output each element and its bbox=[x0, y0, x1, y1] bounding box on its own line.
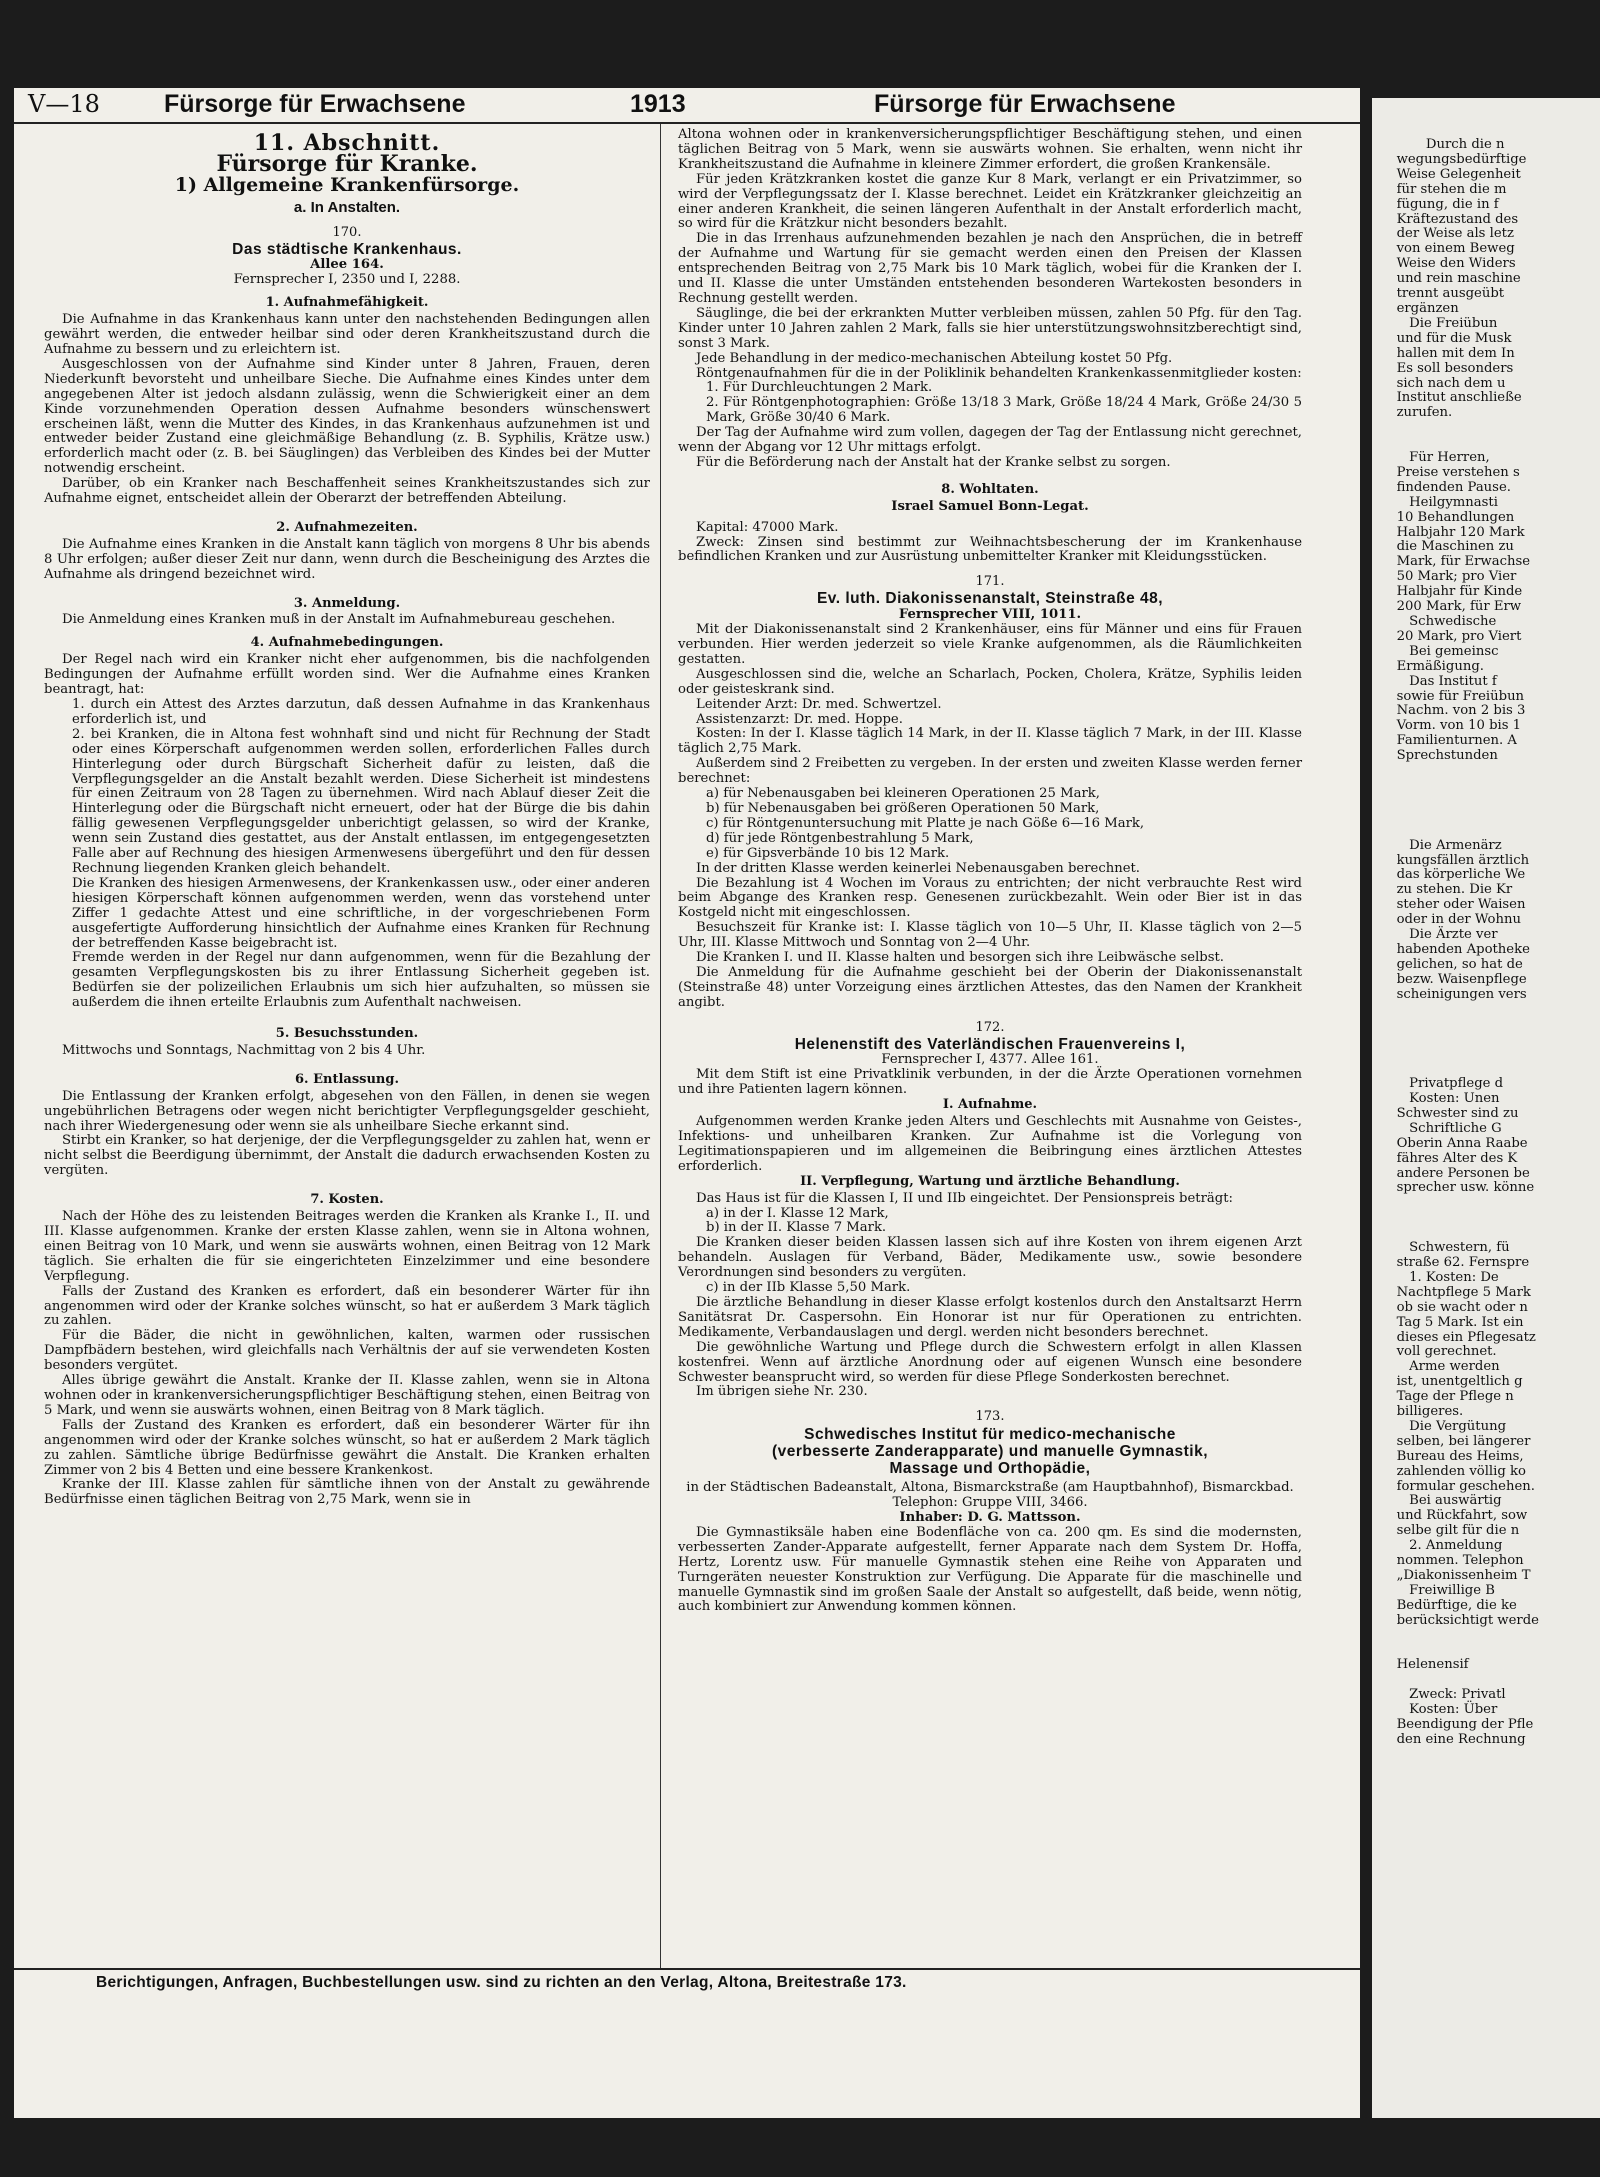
paragraph: Falls der Zustand des Kranken es erfordert, daß ein besonderer Wärter für ihn angenommen wird oder der Kranke solches wünscht, so hat er außerdem 2 Mark täglich zu zahlen. Sämtliche übrige Bedürfnisse gewährt die Anstalt. Die Kranken erhalten Zimmer von 2 bis 4 Betten und eine bessere Krankenkost. bbox=[44, 1417, 650, 1478]
entry-number: 171. bbox=[975, 574, 1005, 590]
institution-name: Das städtische Krankenhaus. bbox=[232, 240, 462, 258]
section-heading: 11. Abschnitt. bbox=[253, 130, 441, 156]
list-item: a) in der I. Klasse 12 Mark, bbox=[706, 1205, 889, 1221]
paragraph: Nach der Höhe des zu leistenden Beitrages werden die Kranken als Kranke I., II. und III. Klasse aufgenommen. Kranke der ersten Klasse zahlen, wenn sie in Altona wohnen, einen Beitrag von 10 Mark, und wenn sie auswärts wohnen, einen Beitrag von 12 Mark täglich. Sie erhalten die für sie eingerichteten Einzelzimmer und eine besondere Verpflegung. bbox=[44, 1209, 650, 1284]
paragraph: Die ärztliche Behandlung in dieser Klasse erfolgt kostenlos durch den Anstaltsarzt Herrn Sanitätsrat Dr. Caspersohn. Ein Honorar ist nur für Operationen zu entrichten. Medikamente, Verbandauslagen und dergl. werden nicht besonders berechnet. bbox=[678, 1294, 1302, 1340]
paragraph: Die Gymnastiksäle haben eine Bodenfläche von ca. 200 qm. Es sind die modernsten, verbesserten Zander-Apparate aufgestellt, ferner Apparate nach dem System Dr. Hoffa, Hertz, Lorentz usw. Für manuelle Gymnastik stehen eine Reihe von Apparaten und Turngeräten neuester Konstruktion zur Verfügung. Die Apparate für die maschinelle und manuelle Gymnastik sind im großen Saale der Anstalt so aufgestellt, daß beide, wenn nötig, auch kombiniert zur Anwendung kommen können. bbox=[678, 1524, 1302, 1615]
subsection-title: 1) Allgemeine Krankenfürsorge. bbox=[174, 173, 520, 196]
paragraph: Die Aufnahme in das Krankenhaus kann unter den nachstehenden Bedingungen allen gewährt werden, die entweder heilbar sind oder deren Krankheitszustand durch die Aufnahme zu bessern und zu erleichtern ist. bbox=[44, 312, 650, 357]
institution-name-line2: (verbesserte Zanderapparate) und manuelle Gymnastik, bbox=[771, 1443, 1209, 1461]
institution-owner: Inhaber: D. G. Mattsson. bbox=[899, 1510, 1081, 1526]
institution-phone: Fernsprecher VIII, 1011. bbox=[898, 607, 1082, 623]
paragraph: Aufgenommen werden Kranke jeden Alters und Geschlechts mit Ausnahme von Geistes-, Infektions- und unheilbaren Kranken. Zur Aufnahme ist die Vorlegung von Legitimationspapieren und im allgemeinen die Beibringung eines ärztlichen Attestes erforderlich. bbox=[678, 1114, 1302, 1174]
subheading: 8. Wohltaten. bbox=[941, 481, 1039, 497]
paragraph: Kapital: 47000 Mark. bbox=[696, 519, 839, 535]
subheading: I. Aufnahme. bbox=[942, 1097, 1038, 1113]
paragraph: Im übrigen siehe Nr. 230. bbox=[696, 1384, 868, 1400]
list-item: 1. durch ein Attest des Arztes darzutun, daß dessen Aufnahme in das Krankenhaus erforderlich ist, und bbox=[72, 697, 650, 727]
paragraph: Die Anmeldung für die Aufnahme geschieht bei der Oberin der Diakonissenanstalt (Steinstraße 48) unter Vorzeigung eines ärztlichen Attestes, das den Namen der Krankheit angibt. bbox=[678, 964, 1302, 1010]
header-title-right: Fürsorge für Erwachsene bbox=[874, 90, 1176, 118]
adjacent-page bbox=[1372, 98, 1600, 2118]
entry-number: 170. bbox=[332, 224, 362, 240]
paragraph: Assistenzarzt: Dr. med. Hoppe. bbox=[696, 711, 903, 727]
paragraph: In der dritten Klasse werden keinerlei Nebenausgaben berechnet. bbox=[696, 860, 1140, 876]
paragraph: Die Bezahlung ist 4 Wochen im Voraus zu entrichten; der nicht verbrauchte Rest wird beim Abgange des Kranken resp. Genesenen zurückbezahlt. Wein oder Bier ist in das Kostgeld nicht mit eingeschlossen. bbox=[678, 875, 1302, 921]
paragraph: Die in das Irrenhaus aufzunehmenden bezahlen je nach den Ansprüchen, die in betreff der Aufnahme und Wartung für sie gemacht werden einen den Preisen der Klassen entsprechenden Beitrag von 2,75 Mark bis 10 Mark täglich, wobei für die Kranken der I. und II. Klasse die unter Umständen entstehenden besonderen Wartekosten besonders in Rechnung gestellt werden. bbox=[678, 231, 1302, 306]
paragraph: Zweck: Zinsen sind bestimmt zur Weihnachtsbescherung der im Krankenhause befindlichen Kranken und zur Ausrüstung unbemittelter Kranker mit Kleidungsstücken. bbox=[678, 534, 1302, 565]
subheading: 2. Aufnahmezeiten. bbox=[276, 519, 418, 535]
header-year: 1913 bbox=[630, 90, 686, 118]
paragraph: Für jeden Krätzkranken kostet die ganze Kur 8 Mark, verlangt er ein Privatzimmer, so wird der Verpflegungssatz der I. Klasse berechnet. Leidet ein Krätzkranker gleichzeitig an einer anderen Krankheit, die seinen längeren Aufenthalt in der Anstalt erforderlich macht, so wird für die Krätzkur nicht besonders bezahlt. bbox=[678, 171, 1302, 232]
subheading: 6. Entlassung. bbox=[295, 1071, 399, 1087]
list-item: d) für jede Röntgenbestrahlung 5 Mark, bbox=[706, 830, 974, 846]
institution-phone: Fernsprecher I, 4377. Allee 161. bbox=[881, 1052, 1099, 1068]
document-page bbox=[14, 88, 1360, 2118]
header-rule bbox=[14, 122, 1360, 124]
paragraph: Ausgeschlossen von der Aufnahme sind Kinder unter 8 Jahren, Frauen, deren Niederkunft bevorsteht und unheilbare Sieche. Die Aufnahme eines Kindes unter dem angegebenen Alter ist jedoch alsdann zulässig, wenn die Schwierigkeit einer an dem Kinde vorzunehmenden Operation dessen Aufnahme besonders wünschenswert erscheinen läßt, wenn die Mutter des Kindes, in das Krankenhaus aufzunehmen ist und entweder beider Zustand eine gleichmäßige Behandlung (z. B. Syphilis, Krätze usw.) erforderlich macht oder (z. B. bei Säuglingen) das Verbleiben des Kindes bei der Mutter notwendig erscheint. bbox=[44, 356, 650, 477]
institution-name: Schwedisches Institut für medico-mechanische bbox=[804, 1426, 1176, 1444]
paragraph: Darüber, ob ein Kranker nach Beschaffenheit seines Krankheitszustandes sich zur Aufnahme eignet, entscheidet allein der Oberarzt der betreffenden Abteilung. bbox=[44, 476, 650, 507]
paragraph: Die Kranken des hiesigen Armenwesens, der Krankenkassen usw., oder einer anderen hiesigen Körperschaft können aufgenommen werden, wenn das vorstehend unter Ziffer 1 gedachte Attest und eine schriftliche, in der vorgeschriebenen Form ausgefertigte Aufforderung hinsichtlich der Aufnahme eines Kranken für Rechnung der betreffenden Kasse beigebracht ist. bbox=[72, 875, 650, 951]
list-item: 1. Für Durchleuchtungen 2 Mark. bbox=[706, 380, 933, 396]
footer-rule bbox=[14, 1968, 1360, 1970]
institution-address: Allee 164. bbox=[310, 257, 384, 273]
paragraph: Außerdem sind 2 Freibetten zu vergeben. In der ersten und zweiten Klasse werden ferner berechnet: bbox=[678, 756, 1302, 787]
paragraph: Altona wohnen oder in krankenversicherungspflichtiger Beschäftigung stehen, und einen täglichen Beitrag von 5 Mark, wenn sie auswärts wohnen. Sie erhalten, wenn nicht ihr Krankheitszustand die Aufnahme in kleinere Zimmer erfordert, die großen Krankensäle. bbox=[678, 127, 1302, 172]
column-divider bbox=[660, 124, 661, 1968]
paragraph: Die Kranken I. und II. Klasse halten und besorgen sich ihre Leibwäsche selbst. bbox=[696, 950, 1225, 966]
header-title-left: Fürsorge für Erwachsene bbox=[164, 90, 466, 118]
subheading: 4. Aufnahmebedingungen. bbox=[250, 635, 444, 651]
paragraph: Die gewöhnliche Wartung und Pflege durch die Schwestern erfolgt in allen Klassen kostenfrei. Wenn auf ärztliche Anordnung oder auf eigenen Wunsch eine besondere Schwester beansprucht wird, so werden für diese Pflege Sonderkosten berechnet. bbox=[678, 1339, 1302, 1385]
footer-notice: Berichtigungen, Anfragen, Buchbestellungen usw. sind zu richten an den Verlag, Altona, Breitestraße 173. bbox=[96, 1974, 907, 1991]
subheading: 1. Aufnahmefähigkeit. bbox=[265, 295, 429, 311]
subsubsection-title: a. In Anstalten. bbox=[293, 198, 401, 216]
list-item: a) für Nebenausgaben bei kleineren Operationen 25 Mark, bbox=[706, 786, 1100, 802]
list-item: c) in der IIb Klasse 5,50 Mark. bbox=[706, 1280, 911, 1296]
subheading: 7. Kosten. bbox=[310, 1192, 384, 1208]
subheading: 5. Besuchsstunden. bbox=[275, 1026, 419, 1042]
paragraph: Mit dem Stift ist eine Privatklinik verbunden, in der die Ärzte Operationen vornehmen und ihre Patienten lagern können. bbox=[678, 1067, 1302, 1098]
list-item: e) für Gipsverbände 10 bis 12 Mark. bbox=[706, 845, 950, 861]
paragraph: Mit der Diakonissenanstalt sind 2 Krankenhäuser, eins für Männer und eins für Frauen verbunden. Hier werden jederzeit so viele Kranke aufgenommen, als die Räumlichkeiten gestatten. bbox=[678, 622, 1302, 667]
section-title: Fürsorge für Kranke. bbox=[216, 150, 478, 177]
list-item: 2. Für Röntgenphotographien: Größe 13/18 3 Mark, Größe 18/24 4 Mark, Größe 24/30 5 Mark, Größe 30/40 6 Mark. bbox=[706, 395, 1302, 426]
paragraph: Falls der Zustand des Kranken es erfordert, daß ein besonderer Wärter für ihn angenommen wird oder der Kranke solches wünscht, so hat er außerdem 3 Mark täglich zu zahlen. bbox=[44, 1283, 650, 1329]
subheading: 3. Anmeldung. bbox=[293, 595, 401, 611]
list-item: b) für Nebenausgaben bei größeren Operationen 50 Mark, bbox=[706, 800, 1100, 816]
paragraph: Für die Bäder, die nicht in gewöhnlichen, kalten, warmen oder russischen Dampfbädern bestehen, wird gleichfalls nach Verhältnis der auf sie verwendeten Kosten besonders vergütet. bbox=[44, 1328, 650, 1374]
entry-number: 172. bbox=[975, 1019, 1005, 1035]
list-item: c) für Röntgenuntersuchung mit Platte je nach Göße 6—16 Mark, bbox=[706, 815, 1145, 831]
entry-number: 173. bbox=[975, 1409, 1005, 1425]
left-column bbox=[44, 130, 650, 1508]
page-number: V—18 bbox=[28, 90, 100, 118]
paragraph: Säuglinge, die bei der erkrankten Mutter verbleiben müssen, zahlen 50 Pfg. für den Tag. Kinder unter 10 Jahren zahlen 2 Mark, falls sie hier unterstützungswohnsitzberechtigt sind, sonst 3 Mark. bbox=[678, 305, 1302, 351]
institution-name: Helenenstift des Vaterländischen Frauenvereins I, bbox=[794, 1035, 1186, 1053]
paragraph: Das Haus ist für die Klassen I, II und IIb eingeichtet. Der Pensionspreis beträgt: bbox=[696, 1190, 1233, 1206]
legat-name: Israel Samuel Bonn-Legat. bbox=[891, 498, 1089, 514]
list-item: 2. bei Kranken, die in Altona fest wohnhaft sind und nicht für Rechnung der Stadt oder eines Körperschaft aufgenommen werden sollen, erforderlichen Falles durch Hinterlegung oder durch Bürgschaft Sicherheit dafür zu leisten, daß die Verpflegungsgelder an die Anstalt bezahlt werden. Diese Sicherheit ist mindestens für einen Zeitraum von 28 Tagen zu übernehmen. Wird nach Ablauf dieser Zeit die Hinterlegung oder die Bürgschaft nicht erneuert, oder hat der Bürge die bis dahin fällig gewesenen Verpflegungsgelder unberichtigt gelassen, so wird der Kranke, wenn sein Zustand dies gestattet, aus der Anstalt entlassen, im entgegengesetzten Falle aber auf Rechnung des hiesigen Armenwesens übergeführt und den für dessen Rechnung liegenden Kranken gleich behandelt. bbox=[72, 726, 650, 876]
paragraph: Besuchszeit für Kranke ist: I. Klasse täglich von 10—5 Uhr, II. Klasse täglich von 2—5 Uhr, III. Klasse Mittwoch und Sonntag von 2—4 Uhr. bbox=[678, 920, 1302, 951]
right-column bbox=[678, 128, 1302, 1615]
paragraph: Jede Behandlung in der medico-mechanischen Abteilung kostet 50 Pfg. bbox=[696, 350, 1173, 366]
paragraph: Röntgenaufnahmen für die in der Poliklinik behandelten Krankenkassenmitglieder kosten: bbox=[696, 365, 1302, 381]
institution-phone: Fernsprecher I, 2350 und I, 2288. bbox=[233, 272, 461, 288]
paragraph: Kranke der III. Klasse zahlen für sämtliche ihnen von der Anstalt zu gewährende Bedürfnisse einen täglichen Beitrag von 2,75 Mark, wenn sie in bbox=[44, 1477, 650, 1508]
paragraph: Für die Beförderung nach der Anstalt hat der Kranke selbst zu sorgen. bbox=[696, 454, 1171, 470]
list-item: b) in der II. Klasse 7 Mark. bbox=[706, 1220, 887, 1236]
institution-name: Ev. luth. Diakonissenanstalt, Steinstraße 48, bbox=[816, 590, 1164, 608]
paragraph: Die Anmeldung eines Kranken muß in der Anstalt im Aufnahmebureau geschehen. bbox=[62, 612, 616, 628]
paragraph: Der Regel nach wird ein Kranker nicht eher aufgenommen, bis die nachfolgenden Bedingungen der Aufnahme erfüllt worden sind. Wer die Aufnahme eines Kranken beantragt, hat: bbox=[44, 652, 650, 698]
paragraph: Fremde werden in der Regel nur dann aufgenommen, wenn für die Bezahlung der gesamten Verpflegungskosten bis zu ihrer Entlassung Sicherheit gegeben ist. Bedürfen sie der polizeilichen Erlaubnis um sich hier aufzuhalten, so müssen sie außerdem die ihnen erteilte Erlaubnis zum Aufenthalt nachweisen. bbox=[72, 950, 650, 1011]
paragraph: Stirbt ein Kranker, so hat derjenige, der die Verpflegungsgelder zu zahlen hat, wenn er nicht selbst die Beerdigung übernimmt, der Anstalt die dadurch erwachsenden Kosten zu vergüten. bbox=[44, 1133, 650, 1179]
paragraph: Leitender Arzt: Dr. med. Schwertzel. bbox=[696, 696, 942, 712]
institution-address: in der Städtischen Badeanstalt, Altona, Bismarckstraße (am Hauptbahnhof), Bismarckbad. Telephon: Gruppe VIII, 3466. bbox=[686, 1480, 1294, 1511]
paragraph: Kosten: In der I. Klasse täglich 14 Mark, in der II. Klasse täglich 7 Mark, in der III. Klasse täglich 2,75 Mark. bbox=[678, 726, 1302, 757]
paragraph: Mittwochs und Sonntags, Nachmittag von 2 bis 4 Uhr. bbox=[62, 1042, 426, 1058]
subheading: II. Verpflegung, Wartung und ärztliche Behandlung. bbox=[800, 1173, 1180, 1189]
page-header bbox=[14, 90, 1360, 120]
adjacent-page-text: Durch die n wegungsbedürftige Weise Gelegenheit für stehen die m fügung, die in f Kräftezustand des der Weise als letz von einem Beweg Weise den Widers und rein maschine trennt ausgeübt ergänzen Die Freiübun und für die Musk hallen mit dem In Es soll besonders sich nach dem u Institut anschließe zurufen. Für Herren, Preise verstehen s findenden Pause. Heilgymnasti 10 Behandlungen Halbjahr 120 Mark die Maschinen zu Mark, für Erwachse 50 Mark; pro Vier Halbjahr für Kinde 200 Mark, für Erw Schwedische 20 Mark, pro Viert Bei gemeinsc Ermäßigung. Das Institut f sowie für Freiübun Nachm. von 2 bis 3 Vorm. von 10 bis 1 Familienturnen. A Sprechstunden Die Armenärz kungsfällen ärztlich das körperliche We zu stehen. Die Kr steher oder Waisen oder in der Wohnu Die Ärzte ver habenden Apotheke gelichen, so hat de bezw. Waisenpflege scheinigungen vers Privatpflege d Kosten: Unen Schwester sind zu Schriftliche G Oberin Anna Raabe fähres Alter des K andere Personen be sprecher usw. könne Schwestern, fü straße 62. Fernspre 1. Kosten: De Nachtpflege 5 Mark ob sie wacht oder n Tag 5 Mark. Ist ein dieses ein Pflegesatz voll gerechnet. Arme werden ist, unentgeltlich g Tage der Pflege n billigeres. Die Vergütung selben, bei längerer Bureau des Heims, zahlenden völlig ko formular geschehen. Bei auswärtig und Rückfahrt, sow selbe gilt für die n 2. Anmeldung nommen. Telephon „Diakonissenheim T Freiwillige B Bedürftige, die ke berücksichtigt werde Helenensif Zweck: Privatl Kosten: Über Beendigung der Pfle den eine Rechnung bbox=[1396, 138, 1539, 1747]
paragraph: Alles übrige gewährt die Anstalt. Kranke der II. Klasse zahlen, wenn sie in Altona wohnen oder in krankenversicherungspflichtiger Beschäftigung stehen, einen Beitrag von 5 Mark, und wenn sie auswärts wohnen, einen Beitrag von 8 Mark täglich. bbox=[44, 1373, 650, 1418]
paragraph: Der Tag der Aufnahme wird zum vollen, dagegen der Tag der Entlassung nicht gerechnet, wenn der Abgang vor 12 Uhr mittags erfolgt. bbox=[678, 425, 1302, 456]
paragraph: Die Entlassung der Kranken erfolgt, abgesehen von den Fällen, in denen sie wegen ungebührlichen Betragens oder wegen nicht berichtigter Verpflegungsgelder geschieht, nach ihrer Wiedergenesung oder wenn sie als unheilbare Sieche erkannt sind. bbox=[44, 1088, 650, 1134]
paragraph: Die Aufnahme eines Kranken in die Anstalt kann täglich von morgens 8 Uhr bis abends 8 Uhr erfolgen; außer dieser Zeit nur dann, wenn durch die Bescheinigung des Arztes die Aufnahme als dringend bezeichnet wird. bbox=[44, 536, 650, 582]
paragraph: Die Kranken dieser beiden Klassen lassen sich auf ihre Kosten von ihrem eigenen Arzt behandeln. Auslagen für Verband, Bäder, Medikamente usw., sowie besondere Verordnungen sind besonders zu vergüten. bbox=[678, 1235, 1302, 1281]
paragraph: Ausgeschlossen sind die, welche an Scharlach, Pocken, Cholera, Krätze, Syphilis leiden oder geisteskrank sind. bbox=[678, 666, 1302, 697]
institution-name-line3: Massage und Orthopädie, bbox=[889, 1460, 1091, 1478]
